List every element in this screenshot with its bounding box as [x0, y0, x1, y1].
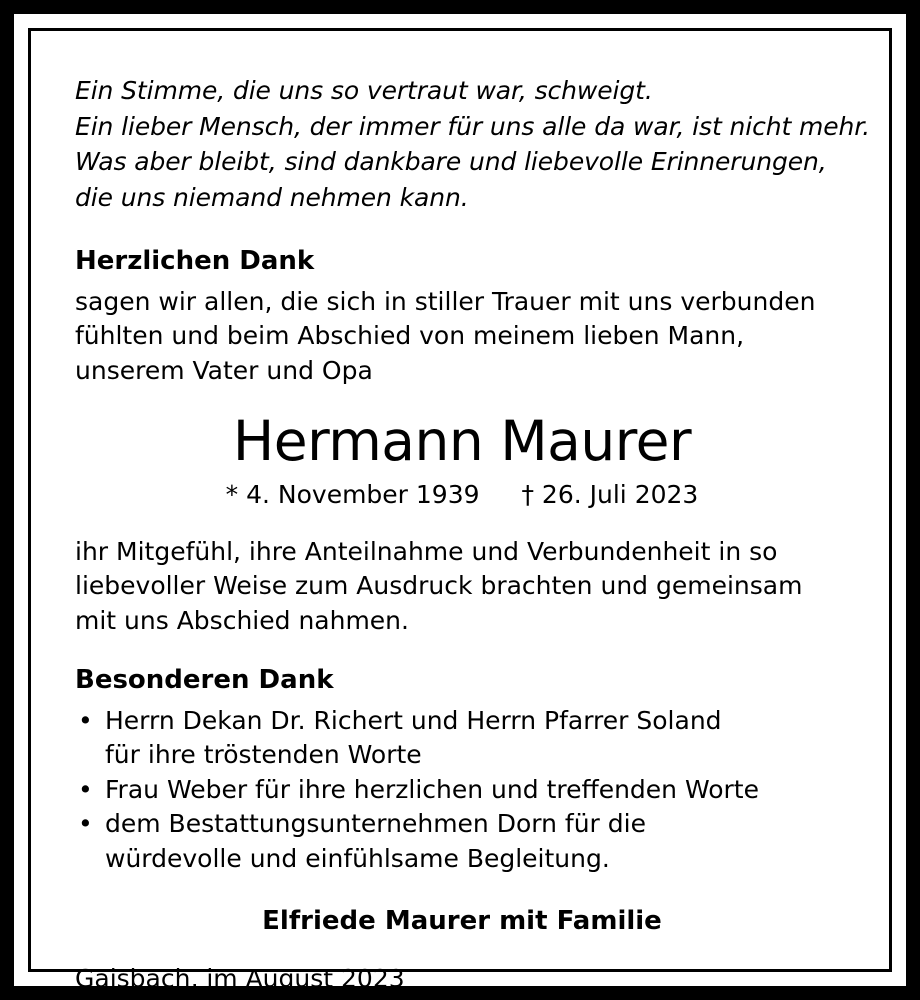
list-item-line: Frau Weber für ihre herzlichen und treffenden Worte — [105, 774, 759, 804]
list-item — [75, 704, 849, 773]
bullet-icon: • — [78, 809, 93, 839]
verse-line: Was aber bleibt, sind dankbare und liebevolle Erinnerungen, — [75, 147, 827, 176]
birth-date: * 4. November 1939 — [225, 479, 480, 509]
deceased-name: Hermann Maurer — [232, 409, 692, 474]
body-line: mit uns Abschied nahmen. — [75, 605, 409, 635]
list-item — [75, 773, 849, 808]
verse-line: Ein Stimme, die uns so vertraut war, schweigt. — [75, 76, 653, 105]
deceased-name-block — [75, 409, 849, 509]
list-item-line: Herrn Dekan Dr. Richert und Herrn Pfarrer Soland — [105, 705, 722, 735]
thanks-paragraph — [75, 285, 849, 389]
thanks-line: unserem Vater und Opa — [75, 355, 373, 385]
list-item — [75, 807, 849, 876]
verse-block — [75, 73, 871, 215]
body-line: ihr Mitgefühl, ihre Anteilnahme und Verbundenheit in so — [75, 536, 778, 566]
special-thanks-list — [75, 704, 849, 877]
bullet-icon: • — [78, 774, 93, 804]
list-item-line: würdevolle und einfühlsame Begleitung. — [105, 843, 610, 873]
body-line: liebevoller Weise zum Ausdruck brachten und gemeinsam — [75, 571, 803, 601]
list-item-line: dem Bestattungsunternehmen Dorn für die — [105, 809, 646, 839]
obituary-card-inner-border — [28, 28, 892, 994]
thanks-line: fühlten und beim Abschied von meinem lieben Mann, — [75, 321, 745, 351]
list-item-line: für ihre tröstenden Worte — [105, 740, 422, 770]
special-thanks-heading: Besonderen Dank — [75, 665, 334, 696]
life-dates — [75, 480, 849, 509]
family-signature: Elfriede Maurer mit Familie — [262, 906, 662, 937]
obituary-content — [31, 31, 889, 994]
death-date: † 26. Juli 2023 — [521, 479, 699, 509]
place-and-date: Gaisbach, im August 2023 — [75, 964, 405, 994]
body-paragraph — [75, 535, 849, 639]
thanks-heading: Herzlichen Dank — [75, 246, 315, 276]
verse-line: die uns niemand nehmen kann. — [75, 182, 469, 212]
thanks-line: sagen wir allen, die sich in stiller Trauer mit uns verbunden — [75, 286, 816, 316]
verse-line: Ein lieber Mensch, der immer für uns alle da war, ist nicht mehr. — [75, 111, 871, 141]
bullet-icon: • — [78, 705, 93, 735]
